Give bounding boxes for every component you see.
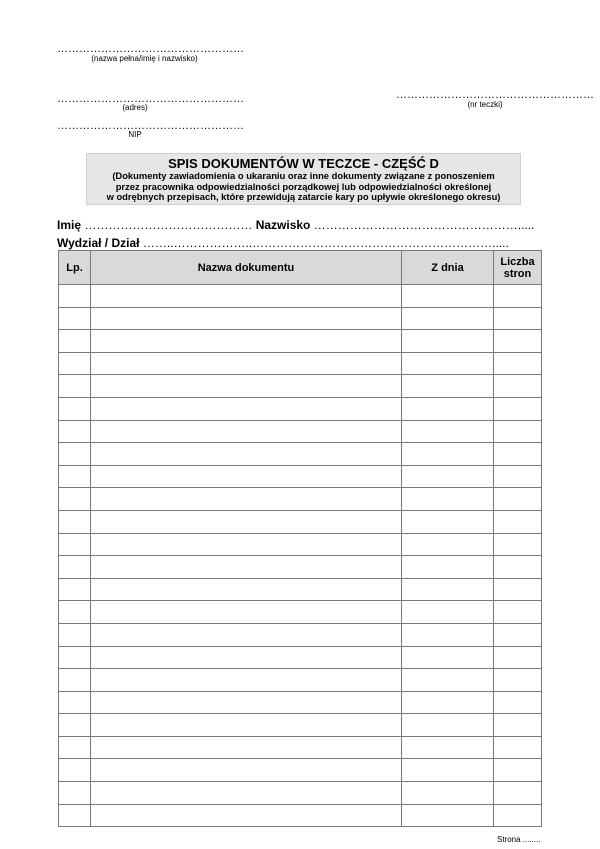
first-name-label: Imię bbox=[57, 218, 82, 232]
date-cell[interactable] bbox=[402, 533, 494, 556]
title-description-line-3: w odrębnych przepisach, które przewidują zatarcie kary po upływie określonego okresu) bbox=[106, 191, 501, 202]
document-name-cell[interactable] bbox=[91, 285, 402, 308]
document-name-cell[interactable] bbox=[91, 736, 402, 759]
last-name-label: Nazwisko bbox=[255, 218, 311, 232]
page-count-cell[interactable] bbox=[494, 285, 542, 308]
lp-cell[interactable] bbox=[59, 804, 91, 827]
name-caption: (nazwa pełna/imię i nazwisko) bbox=[91, 54, 198, 63]
name-fields-row bbox=[57, 219, 534, 231]
date-cell[interactable] bbox=[402, 510, 494, 533]
date-cell[interactable] bbox=[402, 352, 494, 375]
documents-table bbox=[58, 250, 542, 827]
table-row bbox=[59, 443, 542, 466]
page-count-cell[interactable] bbox=[494, 669, 542, 692]
date-cell[interactable] bbox=[402, 759, 494, 782]
page-count-cell[interactable] bbox=[494, 443, 542, 466]
document-name-cell[interactable] bbox=[91, 330, 402, 353]
page-count-cell[interactable] bbox=[494, 533, 542, 556]
lp-cell[interactable] bbox=[59, 601, 91, 624]
date-cell[interactable] bbox=[402, 443, 494, 466]
title-description-line-2: przez pracownika odpowiedzialności porządkowej lub odpowiedzialności określonej bbox=[115, 180, 492, 192]
file-number-caption: (nr teczki) bbox=[467, 100, 503, 109]
column-header-page-count bbox=[494, 251, 542, 285]
lp-cell[interactable] bbox=[59, 510, 91, 533]
lp-cell[interactable] bbox=[59, 736, 91, 759]
page-count-cell[interactable] bbox=[494, 736, 542, 759]
page-count-cell[interactable] bbox=[494, 488, 542, 511]
page-count-cell[interactable] bbox=[494, 691, 542, 714]
table-row bbox=[59, 352, 542, 375]
table-row bbox=[59, 669, 542, 692]
lp-cell[interactable] bbox=[59, 443, 91, 466]
column-header-lp bbox=[59, 251, 91, 285]
page-count-cell[interactable] bbox=[494, 397, 542, 420]
first-name-field[interactable]: …………………………………… bbox=[84, 218, 253, 232]
document-name-cell[interactable] bbox=[91, 465, 402, 488]
column-header-text: stron bbox=[503, 267, 532, 280]
document-name-cell[interactable] bbox=[91, 488, 402, 511]
date-cell[interactable] bbox=[402, 465, 494, 488]
page-count-cell[interactable] bbox=[494, 420, 542, 443]
page-count-cell[interactable] bbox=[494, 601, 542, 624]
lp-cell[interactable] bbox=[59, 669, 91, 692]
document-name-cell[interactable] bbox=[91, 759, 402, 782]
date-cell[interactable] bbox=[402, 578, 494, 601]
address-line[interactable]: …………………………………………… bbox=[57, 93, 244, 105]
page-count-cell[interactable] bbox=[494, 510, 542, 533]
lp-cell[interactable] bbox=[59, 397, 91, 420]
document-name-cell[interactable] bbox=[91, 578, 402, 601]
table-body bbox=[59, 285, 542, 827]
title-box bbox=[86, 153, 521, 205]
document-name-cell[interactable] bbox=[91, 646, 402, 669]
document-name-cell[interactable] bbox=[91, 510, 402, 533]
date-cell[interactable] bbox=[402, 601, 494, 624]
date-cell[interactable] bbox=[402, 736, 494, 759]
document-name-cell[interactable] bbox=[91, 669, 402, 692]
lp-cell[interactable] bbox=[59, 465, 91, 488]
table-row bbox=[59, 465, 542, 488]
lp-cell[interactable] bbox=[59, 533, 91, 556]
date-cell[interactable] bbox=[402, 375, 494, 398]
date-cell[interactable] bbox=[402, 397, 494, 420]
department-row bbox=[57, 237, 509, 249]
title-description-line-1: (Dokumenty zawiadomienia o ukaraniu oraz inne dokumenty związane z ponoszeniem bbox=[112, 170, 495, 181]
table-row bbox=[59, 330, 542, 353]
lp-cell[interactable] bbox=[59, 646, 91, 669]
column-header-text: Nazwa dokumentu bbox=[197, 261, 295, 274]
table-row bbox=[59, 691, 542, 714]
column-header-text: Lp. bbox=[66, 261, 83, 274]
date-cell[interactable] bbox=[402, 646, 494, 669]
page-count-cell[interactable] bbox=[494, 714, 542, 737]
table-row bbox=[59, 307, 542, 330]
nip-line[interactable]: …………………………………………… bbox=[57, 120, 244, 132]
table-row bbox=[59, 285, 542, 308]
page-count-cell[interactable] bbox=[494, 330, 542, 353]
file-number-line[interactable]: ……………………………………………… bbox=[396, 89, 594, 101]
page-number[interactable]: Strona ........ bbox=[497, 835, 541, 844]
lp-cell[interactable] bbox=[59, 307, 91, 330]
nip-caption: NIP bbox=[128, 130, 142, 139]
address-caption: (adres) bbox=[122, 103, 148, 112]
date-cell[interactable] bbox=[402, 285, 494, 308]
page-count-cell[interactable] bbox=[494, 623, 542, 646]
table-row bbox=[59, 556, 542, 579]
date-cell[interactable] bbox=[402, 782, 494, 805]
page-count-cell[interactable] bbox=[494, 307, 542, 330]
document-name-cell[interactable] bbox=[91, 782, 402, 805]
document-name-cell[interactable] bbox=[91, 397, 402, 420]
table-row bbox=[59, 375, 542, 398]
table-row bbox=[59, 488, 542, 511]
lp-cell[interactable] bbox=[59, 578, 91, 601]
date-cell[interactable] bbox=[402, 714, 494, 737]
table-row bbox=[59, 533, 542, 556]
page-count-cell[interactable] bbox=[494, 556, 542, 579]
lp-cell[interactable] bbox=[59, 375, 91, 398]
lp-cell[interactable] bbox=[59, 285, 91, 308]
table-row bbox=[59, 397, 542, 420]
document-name-cell[interactable] bbox=[91, 443, 402, 466]
date-cell[interactable] bbox=[402, 804, 494, 827]
document-name-cell[interactable] bbox=[91, 352, 402, 375]
document-name-cell[interactable] bbox=[91, 623, 402, 646]
lp-cell[interactable] bbox=[59, 691, 91, 714]
date-cell[interactable] bbox=[402, 623, 494, 646]
date-cell[interactable] bbox=[402, 330, 494, 353]
lp-cell[interactable] bbox=[59, 782, 91, 805]
date-cell[interactable] bbox=[402, 488, 494, 511]
lp-cell[interactable] bbox=[59, 330, 91, 353]
page-count-cell[interactable] bbox=[494, 465, 542, 488]
table-header-row bbox=[59, 251, 542, 285]
page-count-cell[interactable] bbox=[494, 759, 542, 782]
page-count-cell[interactable] bbox=[494, 375, 542, 398]
column-header-text: Z dnia bbox=[431, 261, 464, 274]
page-count-cell[interactable] bbox=[494, 578, 542, 601]
lp-cell[interactable] bbox=[59, 488, 91, 511]
lp-cell[interactable] bbox=[59, 759, 91, 782]
department-field[interactable]: ……..………………..……………………………………………………..... bbox=[142, 236, 509, 250]
last-name-field[interactable]: ……………………………………………..... bbox=[313, 218, 535, 232]
date-cell[interactable] bbox=[402, 669, 494, 692]
column-header-text: Liczba bbox=[500, 255, 535, 268]
page-count-cell[interactable] bbox=[494, 804, 542, 827]
table-row bbox=[59, 510, 542, 533]
document-name-cell[interactable] bbox=[91, 533, 402, 556]
date-cell[interactable] bbox=[402, 420, 494, 443]
document-name-cell[interactable] bbox=[91, 714, 402, 737]
document-name-cell[interactable] bbox=[91, 375, 402, 398]
document-name-cell[interactable] bbox=[91, 601, 402, 624]
date-cell[interactable] bbox=[402, 691, 494, 714]
table-row bbox=[59, 782, 542, 805]
column-header-document-name bbox=[91, 251, 402, 285]
lp-cell[interactable] bbox=[59, 352, 91, 375]
table-row bbox=[59, 759, 542, 782]
lp-cell[interactable] bbox=[59, 623, 91, 646]
document-name-cell[interactable] bbox=[91, 420, 402, 443]
document-name-cell[interactable] bbox=[91, 804, 402, 827]
table-row bbox=[59, 420, 542, 443]
department-label: Wydział / Dział bbox=[57, 236, 140, 250]
document-name-cell[interactable] bbox=[91, 307, 402, 330]
table-row bbox=[59, 623, 542, 646]
table-row bbox=[59, 736, 542, 759]
date-cell[interactable] bbox=[402, 307, 494, 330]
column-header-date bbox=[402, 251, 494, 285]
lp-cell[interactable] bbox=[59, 420, 91, 443]
document-name-cell[interactable] bbox=[91, 556, 402, 579]
page-count-cell[interactable] bbox=[494, 646, 542, 669]
table-row bbox=[59, 646, 542, 669]
page-count-cell[interactable] bbox=[494, 352, 542, 375]
table-row bbox=[59, 804, 542, 827]
document-name-cell[interactable] bbox=[91, 691, 402, 714]
lp-cell[interactable] bbox=[59, 714, 91, 737]
name-line[interactable]: …………………………………………… bbox=[57, 43, 244, 55]
table-row bbox=[59, 714, 542, 737]
lp-cell[interactable] bbox=[59, 556, 91, 579]
page-count-cell[interactable] bbox=[494, 782, 542, 805]
document-title: SPIS DOKUMENTÓW W TECZCE - CZĘŚĆ D bbox=[168, 156, 439, 171]
date-cell[interactable] bbox=[402, 556, 494, 579]
table-row bbox=[59, 578, 542, 601]
table-row bbox=[59, 601, 542, 624]
